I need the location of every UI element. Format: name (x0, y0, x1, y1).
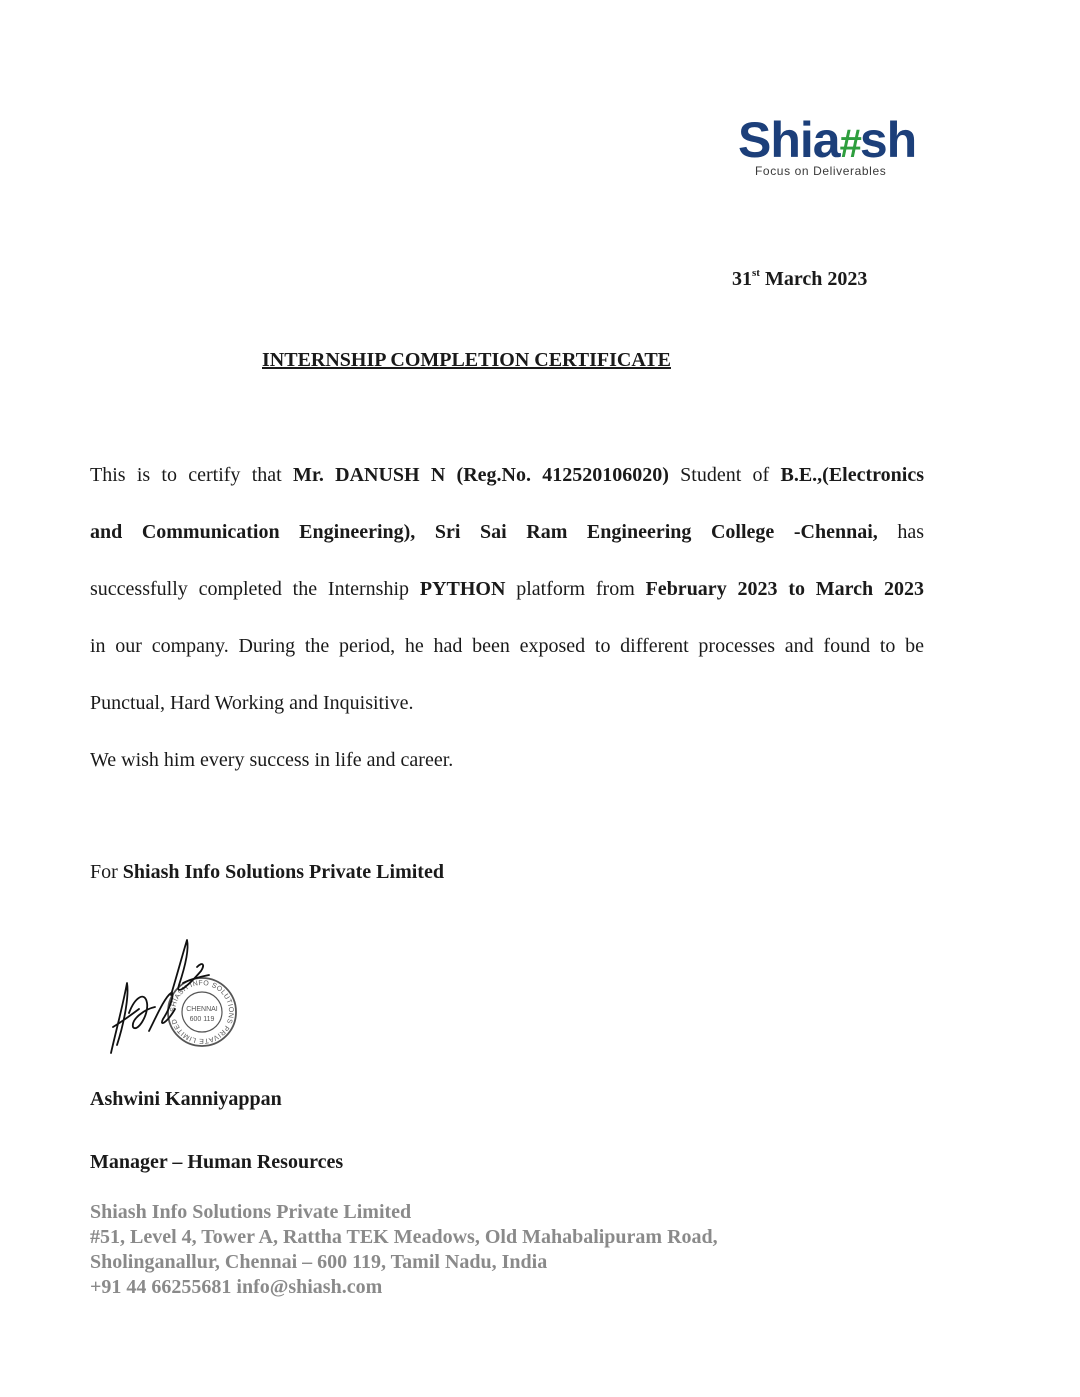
signer-name: Ashwini Kanniyappan (90, 1088, 282, 1110)
seal-city: CHENNAI (186, 1006, 218, 1013)
closing-wish: We wish him every success in life and career. (90, 749, 454, 771)
footer-company: Shiash Info Solutions Private Limited (90, 1201, 412, 1223)
company-logo (738, 112, 928, 182)
letter-date: 31st March 2023 (732, 267, 868, 290)
body-line-2: and Communication Engineering), Sri Sai Ram Engineering College -Chennai, has (90, 521, 924, 543)
body-line-1: This is to certify that Mr. DANUSH N (Reg.No. 412520106020) Student of B.E.,(Electronics (90, 464, 924, 486)
certificate-title: INTERNSHIP COMPLETION CERTIFICATE (262, 349, 671, 371)
logo-wordmark: Shia#sh (738, 112, 917, 168)
logo-tagline: Focus on Deliverables (755, 164, 887, 178)
body-line-4: in our company. During the period, he had been exposed to different processes and found to be (90, 635, 924, 657)
signer-title: Manager – Human Resources (90, 1151, 344, 1173)
seal-ring-text: SHIASH INFO SOLUTIONS PRIVATE LIMITED (169, 979, 235, 1045)
logo-hash-mark: # (839, 122, 860, 166)
footer-address-line-1: #51, Level 4, Tower A, Rattha TEK Meadows, Old Mahabalipuram Road, (90, 1226, 718, 1248)
signature-and-stamp (105, 935, 245, 1060)
footer-contact: +91 44 66255681 info@shiash.com (90, 1276, 383, 1298)
footer-address-line-2: Sholinganallur, Chennai – 600 119, Tamil Nadu, India (90, 1251, 548, 1273)
seal-pin: 600 119 (189, 1016, 215, 1023)
body-line-3: successfully completed the Internship PYTHON platform from February 2023 to March 2023 (90, 578, 924, 600)
footer-address (90, 1200, 718, 1300)
body-line-5: Punctual, Hard Working and Inquisitive. (90, 692, 414, 714)
for-company-line: For Shiash Info Solutions Private Limited (90, 861, 444, 883)
